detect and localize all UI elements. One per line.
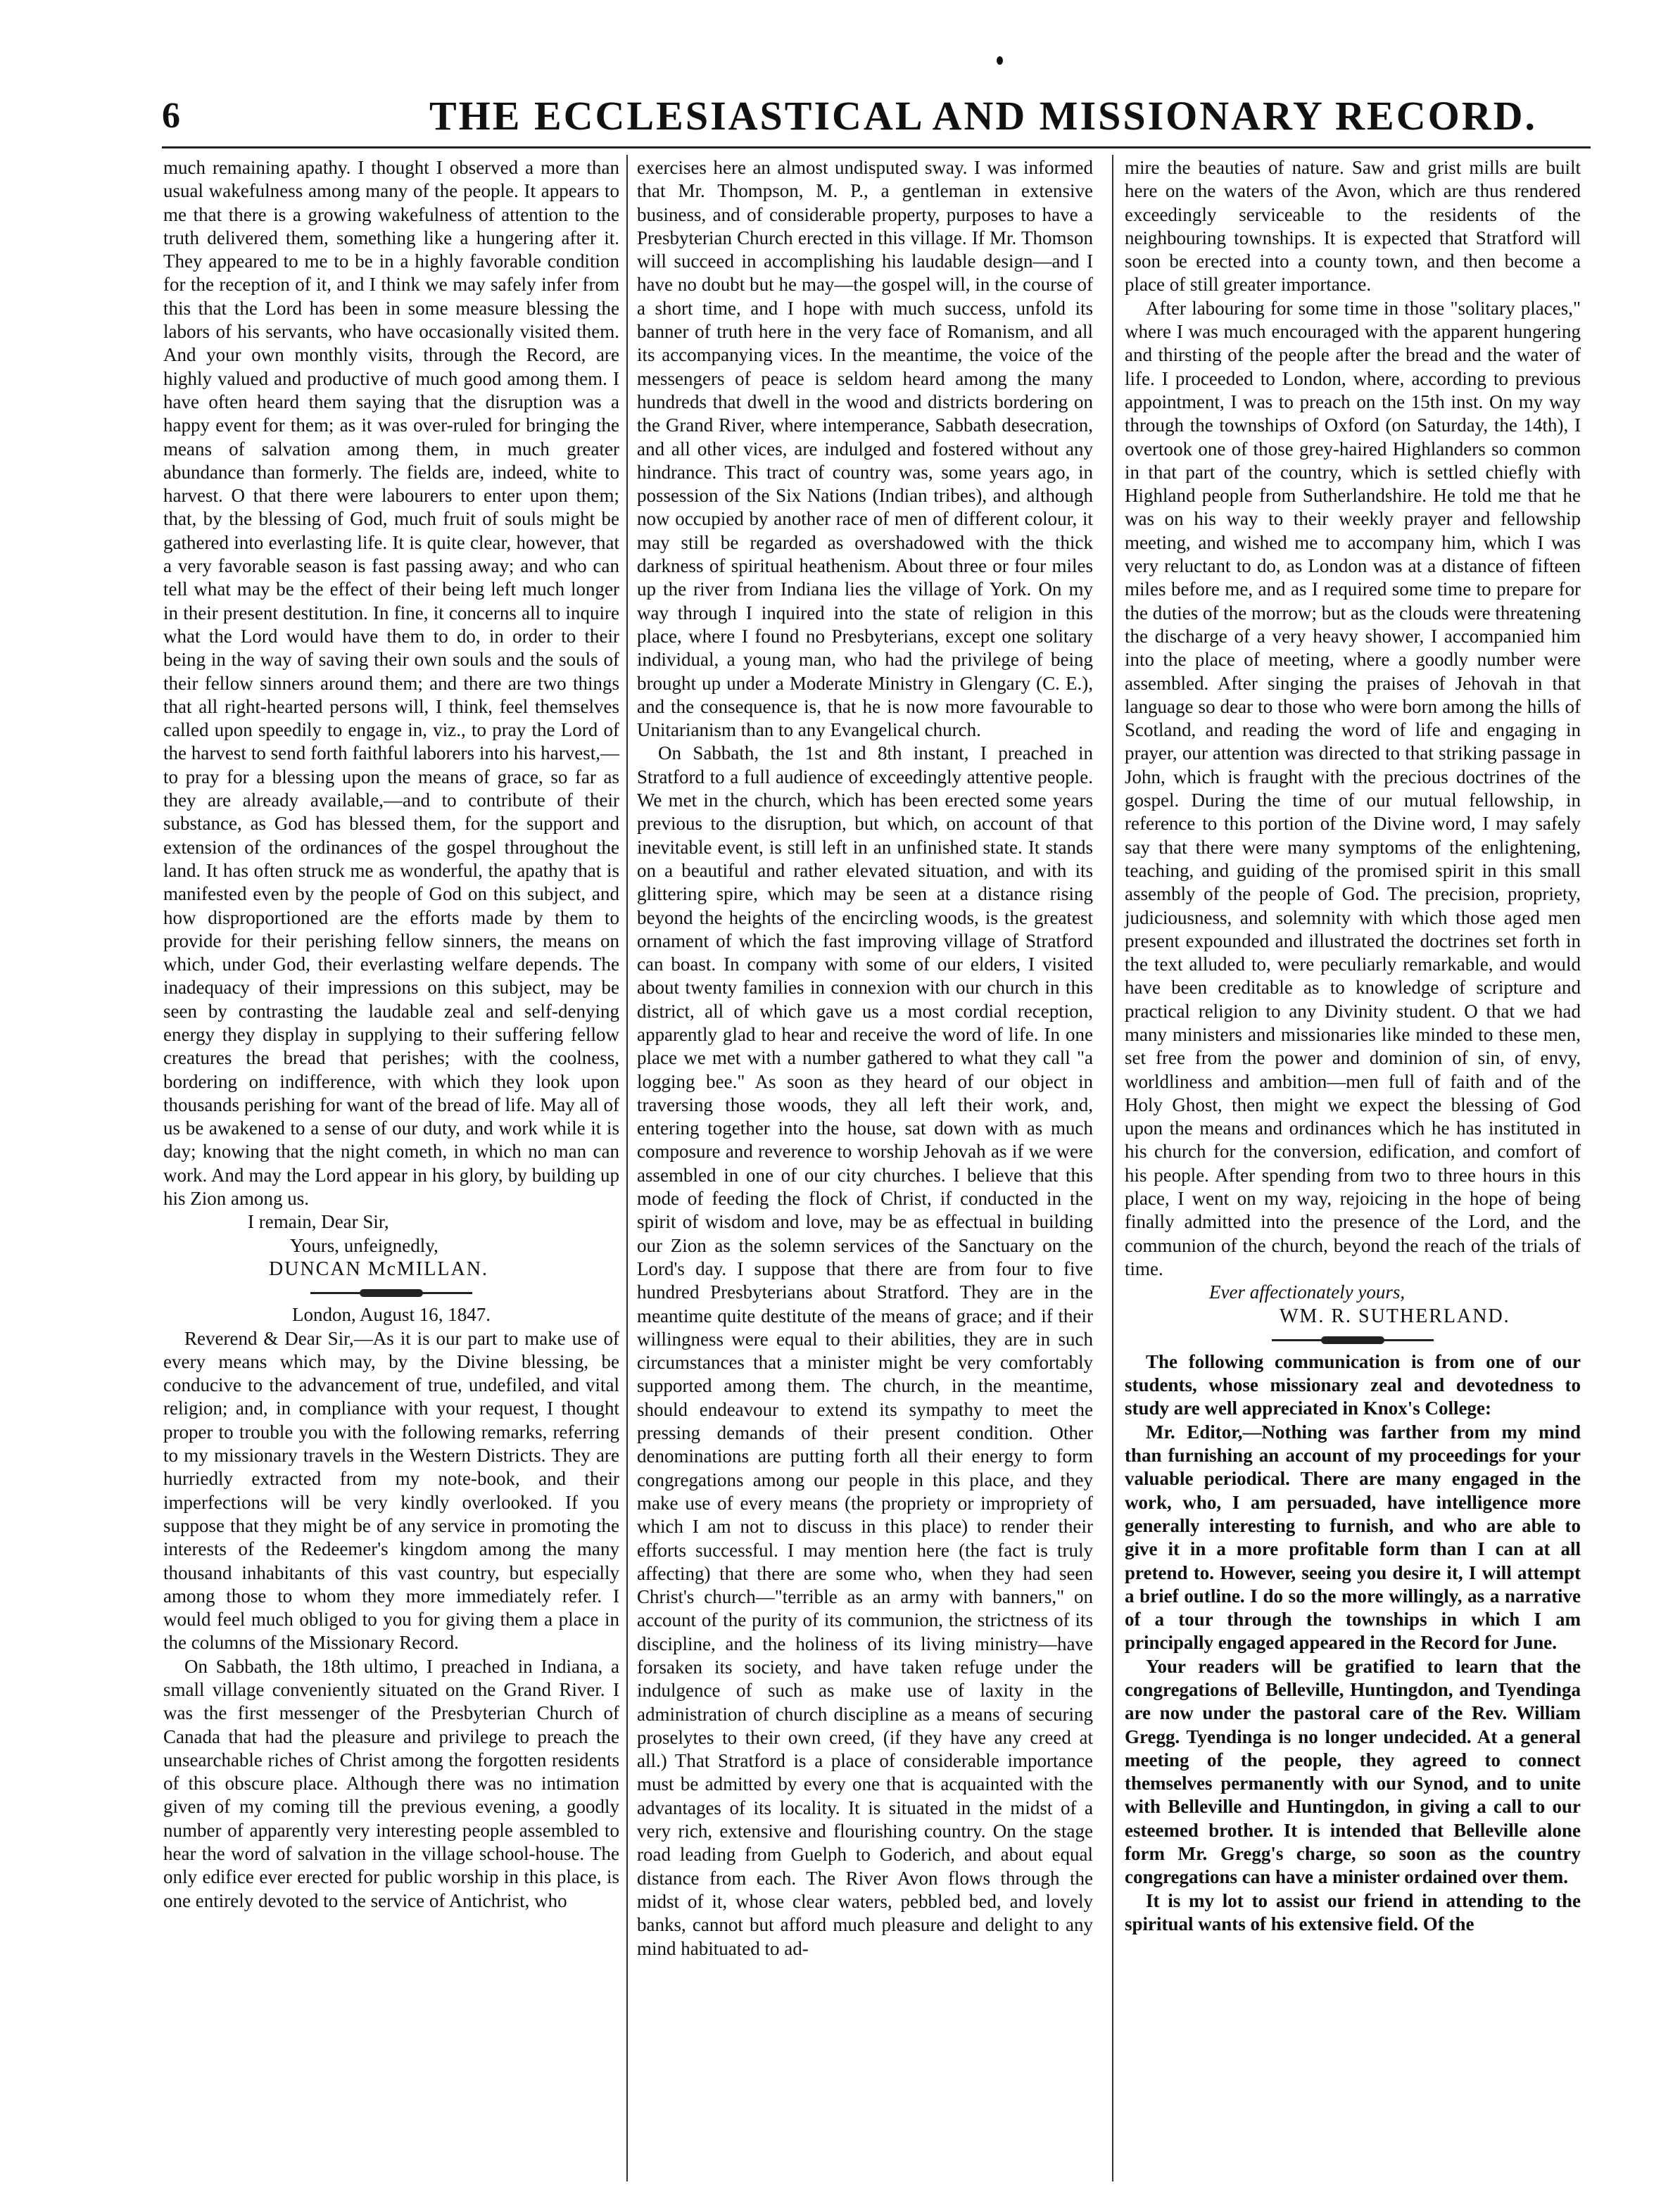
paragraph: mire the beauties of nature. Saw and grist mills are built here on the waters of the Avon, which are thus rendered exceedingly serviceable to the residents of the neighbouring townships. It is expected that Stratford will soon be erected into a county town, and then become a place of still greater importance. bbox=[1125, 157, 1581, 296]
section-separator bbox=[310, 1288, 472, 1298]
paragraph: On Sabbath, the 18th ultimo, I preached in Indiana, a small village conveniently situated on the Grand River. I was the first messenger of the Presbyterian Church of Canada that had the pleasure and privilege to preach the unsearchable riches of Christ among the forgotten residents of this obscure place. Although there was no intimation given of my coming till the previous evening, a goodly number of apparently very interesting people assembled to hear the word of salvation in the village school-house. The only edifice ever erected for public worship in this place, is one entirely devoted to the service of Antichrist, who bbox=[163, 1655, 619, 1911]
page-header bbox=[162, 91, 1598, 148]
dateline: London, August 16, 1847. bbox=[291, 1304, 491, 1326]
section-separator bbox=[1272, 1335, 1434, 1345]
journal-title: THE ECCLESIASTICAL AND MISSIONARY RECORD. bbox=[429, 93, 1537, 139]
paragraph: exercises here an almost undisputed sway. I was informed that Mr. Thompson, M. P., a gentleman in extensive business, and of considerable property, purposes to have a Presbyterian Church erected in this village. If Mr. Thomson will succeed in accomplishing his laudable design—and I have no doubt but he may—the gospel will, in the course of a short time, and I hope with much success, unfold its banner of truth here in the very face of Romanism, and all its accompanying vices. In the meantime, the voice of the messengers of peace is seldom heard among the many hundreds that dwell in the wood and districts bordering on the Grand River, where intemperance, Sabbath desecration, and all other vices, are indulged and fostered without any hindrance. This tract of country was, some years ago, in possession of the Six Nations (Indian tribes), and although now occupied by another race of men of different colour, it may still be regarded as overshadowed with the thick darkness of spiritual heathenism. About three or four miles up the river from Indiana lies the village of York. On my way through I inquired into the state of religion in this place, where I found no Presbyterians, except one solitary individual, a young man, who had the privilege of being brought up under a Moderate Ministry in Glengary (C. E.), and the consequence is, that he is now more favourable to Unitarianism than to any Evangelical church. bbox=[637, 157, 1093, 741]
letter-closing: I remain, Dear Sir, bbox=[248, 1211, 389, 1233]
ink-mark bbox=[997, 56, 1003, 65]
header-rule bbox=[162, 146, 1591, 148]
paragraph: much remaining apathy. I thought I observed a more than usual wakefulness among many of the people. It appears to me that there is a growing wakefulness of attention to the truth delivered them, something like a hungering after it. They appeared to me to be in a highly favorable condition for the reception of it, and I think we may safely infer from this that the Lord has been in some measure blessing the labors of his servants, who have occasionally visited them. And your own monthly visits, through the Record, are highly valued and productive of much good among them. I have often heard them saying that the disruption was a happy event for them; as it was over-ruled for bringing the means of salvation among them, in much greater abundance than formerly. The fields are, indeed, white to harvest. O that there were labourers to enter upon them; that, by the blessing of God, much fruit of souls might be gathered into everlasting life. It is quite clear, however, that a very favorable season is fast passing away; and who can tell what may be the effect of their being left much longer in their present destitution. In fine, it concerns all to inquire what the Lord would have them to do, in order to their being in the way of saving their own souls and the souls of their fellow sinners around them; and there are two things that all right-hearted persons will, I think, feel themselves called upon speedily to engage in, viz., to pray the Lord of the harvest to send forth faithful laborers into his harvest,—to pray for a blessing upon the means of grace, so far as they are already available,—and to contribute of their substance, as God has blessed them, for the support and extension of the ordinances of the gospel throughout the land. It has often struck me as wonderful, the apathy that is manifested even by the people of God on this subject, and how disproportioned are the efforts made by them to provide for their perishing fellow sinners, the means on which, under God, their everlasting welfare depends. The inadequacy of their impressions on this subject, may be seen by contrasting the laudable zeal and self-denying energy they display in supplying to their suffering fellow creatures the bread that perishes; with the coolness, bordering on indifference, with which they look upon thousands perishing for want of the bread of life. May all of us be awakened to a sense of our duty, and work while it is day; knowing that the night cometh, in which no man can work. And may the Lord appear in his glory, by building up his Zion among us. bbox=[163, 157, 619, 1210]
letter-valediction: Yours, unfeignedly, bbox=[290, 1234, 438, 1256]
page-number: 6 bbox=[162, 96, 180, 136]
letter-closing: Ever affectionately yours, bbox=[1209, 1281, 1406, 1303]
column-2 bbox=[637, 156, 1093, 1961]
paragraph: On Sabbath, the 1st and 8th instant, I preached in Stratford to a full audience of exceedingly attentive people. We met in the church, which has been erected some years previous to the disruption, but which, on account of that inevitable event, is still left in an unfinished state. It stands on a beautiful and rather elevated situation, and with its glittering spire, which may be seen at a distance rising beyond the heights of the encircling woods, is the greatest ornament of which the fast improving village of Stratford can boast. In company with some of our elders, I visited about twenty families in connexion with our church in this district, all of which gave us a most cordial reception, apparently glad to hear and receive the word of life. In one place we met with a number gathered to what they call "a logging bee." As soon as they heard of our object in traversing those woods, they all left their work, and, entering together into the house, sat down with as much composure and reverence to worship Jehovah as if we were assembled in one of our city churches. I believe that this mode of feeding the flock of Christ, if conducted in the spirit of wisdom and love, may be as effectual in building our Zion as the solemn services of the Sanctuary on the Lord's day. I suppose that there are from four to five hundred Presbyterians about Stratford. They are in the meantime quite destitute of the means of grace; and if their willingness were equal to their abilities, they are in such circumstances that a minister might be very comfortably supported among them. The church, in the meantime, should endeavour to extend its sympathy to meet the pressing demands of their present condition. Other denominations are putting forth all their energy to form congregations among our people in this place, and they make use of every means (the propriety or impropriety of which I am not to discuss in this place) to render their efforts successful. I may mention here (the fact is truly affecting) that there are some who, when they had seen Christ's church—"terrible as an army with banners," on account of the purity of its communion, the strictness of its discipline, and the holiness of its living ministry—have forsaken its society, and have taken refuge under the indulgence of such as make use of laxity in the administration of church discipline as a means of securing proselytes to their own creed, (if they have any creed at all.) That Stratford is a place of considerable importance must be admitted by every one that is acquainted with the advantages of its locality. It is situated in the midst of a very rich, extensive and flourishing country. On the stage road leading from Guelph to Goderich, and about equal distance from each. The River Avon flows through the midst of it, whose clear waters, pebbled bed, and lovely banks, cannot but afford much pleasure and delight to any mind habituated to ad- bbox=[637, 742, 1093, 1959]
paragraph: Your readers will be gratified to learn that the congregations of Belleville, Huntingdon, and Tyendinga are now under the pastoral care of the Rev. William Gregg. Tyendinga is no longer undecided. At a general meeting of the people, they agreed to connect themselves permanently with our Synod, and to unite with Belleville and Huntingdon, in giving a call to our esteemed brother. It is intended that Belleville alone form Mr. Gregg's charge, so soon as the country congregations can have a minister ordained over them. bbox=[1125, 1655, 1581, 1888]
editor-intro: The following communication is from one of our students, whose missionary zeal and devotedness to study are well appreciated in Knox's College: bbox=[1125, 1350, 1581, 1419]
paragraph: Mr. Editor,—Nothing was farther from my mind than furnishing an account of my proceedings for your valuable periodical. There are many engaged in the work, who, I am persuaded, have intelligence more generally interesting to furnish, and who are able to give it in a more profitable form than I can at all pretend to. However, seeing you desire it, I will attempt a brief outline. I do so the more willingly, as a narrative of a tour through the townships in which I am principally engaged appeared in the Record for June. bbox=[1125, 1421, 1581, 1654]
paragraph: Reverend & Dear Sir,—As it is our part to make use of every means which may, by the Divine blessing, be conducive to the advancement of true, undefiled, and vital religion; and, in compliance with your request, I thought proper to trouble you with the following remarks, referring to my missionary travels in the Western Districts. They are hurriedly extracted from my note-book, and their imperfections will be very kindly overlooked. If you suppose that they might be of any service in promoting the interests of the Redeemer's kingdom among the many thousand inhabitants of this vast country, but especially among those to whom they more immediately refer. I would feel much obliged to you for giving them a place in the columns of the Missionary Record. bbox=[163, 1327, 619, 1654]
letter-signature: DUNCAN McMILLAN. bbox=[269, 1258, 488, 1280]
column-divider bbox=[626, 155, 628, 2181]
column-3 bbox=[1125, 156, 1581, 1936]
column-divider bbox=[1112, 155, 1113, 2181]
paragraph: After labouring for some time in those "solitary places," where I was much encouraged with the apparent hungering and thirsting of the people after the bread and the water of life. I proceeded to London, where, according to previous appointment, I was to preach on the 15th inst. On my way through the townships of Oxford (on Saturday, the 14th), I overtook one of those grey-haired Highlanders so common in that part of the country, which is settled chiefly with Highland people from Sutherlandshire. He told me that he was on his way to their weekly prayer and fellowship meeting, and wished me to accompany him, which I was very reluctant to do, as London was at a distance of fifteen miles before me, and as I required some time to prepare for the duties of the morrow; but as the clouds were threatening the discharge of a very heavy shower, I accompanied him into the place of meeting, where a goodly number were assembled. After singing the praises of Jehovah in that language so dear to those who were born among the hills of Scotland, and reading the word of life and engaging in prayer, our attention was directed to that striking passage in John, which is fraught with the precious doctrines of the gospel. During the time of our mutual fellowship, in reference to this portion of the Divine word, I may safely say that there were many symptoms of the enlightening, teaching, and guiding of the promised spirit in this small assembly of the people of God. The precision, propriety, judiciousness, and solemnity with which those aged men present expounded and illustrated the doctrines set forth in the text alluded to, were peculiarly remarkable, and would have been creditable as to knowledge of scripture and practical religion to any Divinity student. O that we had many ministers and missionaries like minded to these men, set free from the power and dominion of sin, of envy, worldliness and ambition—men full of faith and of the Holy Ghost, then might we expect the blessing of God upon the means and ordinances which he has instituted in his church for the conversion, edification, and comfort of his people. After spending from two to three hours in this place, I went on my way, rejoicing in the hope of being finally admitted into the presence of the Lord, and the communion of the church, beyond the reach of the trials of time. bbox=[1125, 297, 1581, 1279]
letter-signature: WM. R. SUTHERLAND. bbox=[1280, 1305, 1510, 1327]
column-1 bbox=[163, 156, 619, 1913]
paragraph: It is my lot to assist our friend in attending to the spiritual wants of his extensive field. Of the bbox=[1125, 1889, 1581, 1934]
